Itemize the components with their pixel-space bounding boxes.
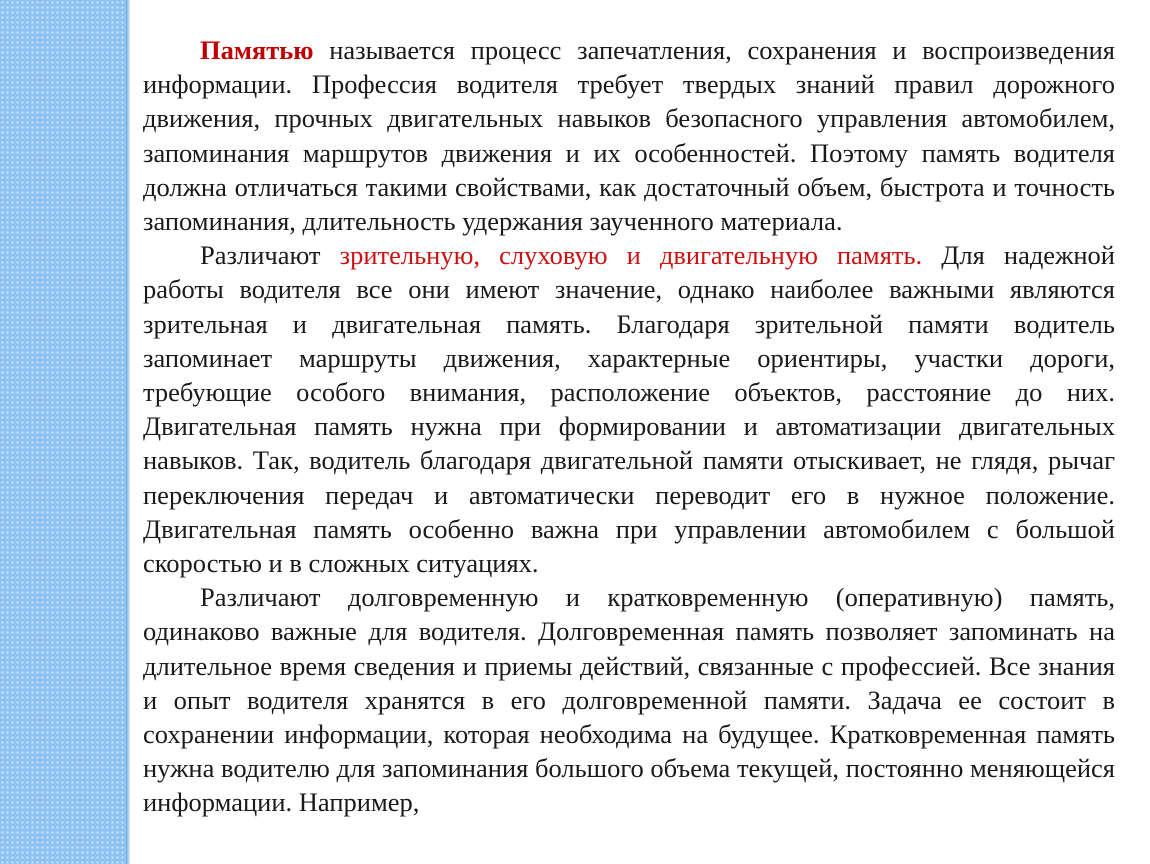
side-band-edge (126, 0, 130, 864)
paragraph-memory-types (143, 238, 1115, 580)
term-memory: Памятью (200, 35, 314, 65)
paragraph-2-lead: Различают (200, 240, 340, 271)
paragraph-long-short-memory (143, 580, 1115, 819)
paragraph-3-text: Различают долговременную и кратковременную (оперативную) память, одинаково важные для водителя. Долговременная память позволяет запоминать на длительное время сведения и приемы действий, связанные с профессией. Все знания и опыт водителя хранятся в его долговременной памяти. Задача ее состоит в сохранении информации, которая необходима на будущее. Кратковременная память нужна водителю для запоминания большого объема текущей, постоянно меняющейся информации. Например, (143, 582, 1115, 818)
decorative-side-band (0, 0, 126, 864)
paragraph-1-text: называется процесс запечатления, сохранения и воспроизведения информации. Профессия водителя требует твердых знаний правил дорожного движения, прочных двигательных навыков безопасного управления автомобилем, запоминания маршрутов движения и их особенностей. Поэтому память водителя должна отличаться такими свойствами, как достаточный объем, быстрота и точность запоминания, длительность удержания заученного материала. (143, 35, 1115, 237)
paragraph-2-text: Для надежной работы водителя все они имеют значение, однако наиболее важными являются зрительная и двигательная память. Благодаря зрительной памяти водитель запоминает маршруты движения, характерные ориентиры, участки дороги, требующие особого внимания, расположение объектов, расстояние до них. Двигательная память нужна при формировании и автоматизации двигательных навыков. Так, водитель благодаря двигательной памяти отыскивает, не глядя, рычаг переключения передач и автоматически переводит его в нужное положение. Двигательная память особенно важна при управлении автомобилем с большой скоростью и в сложных ситуациях. (143, 240, 1115, 579)
text-body (143, 33, 1115, 820)
paragraph-memory-definition (143, 33, 1115, 238)
memory-types-highlight: зрительную, слуховую и двигательную память. (339, 240, 923, 271)
